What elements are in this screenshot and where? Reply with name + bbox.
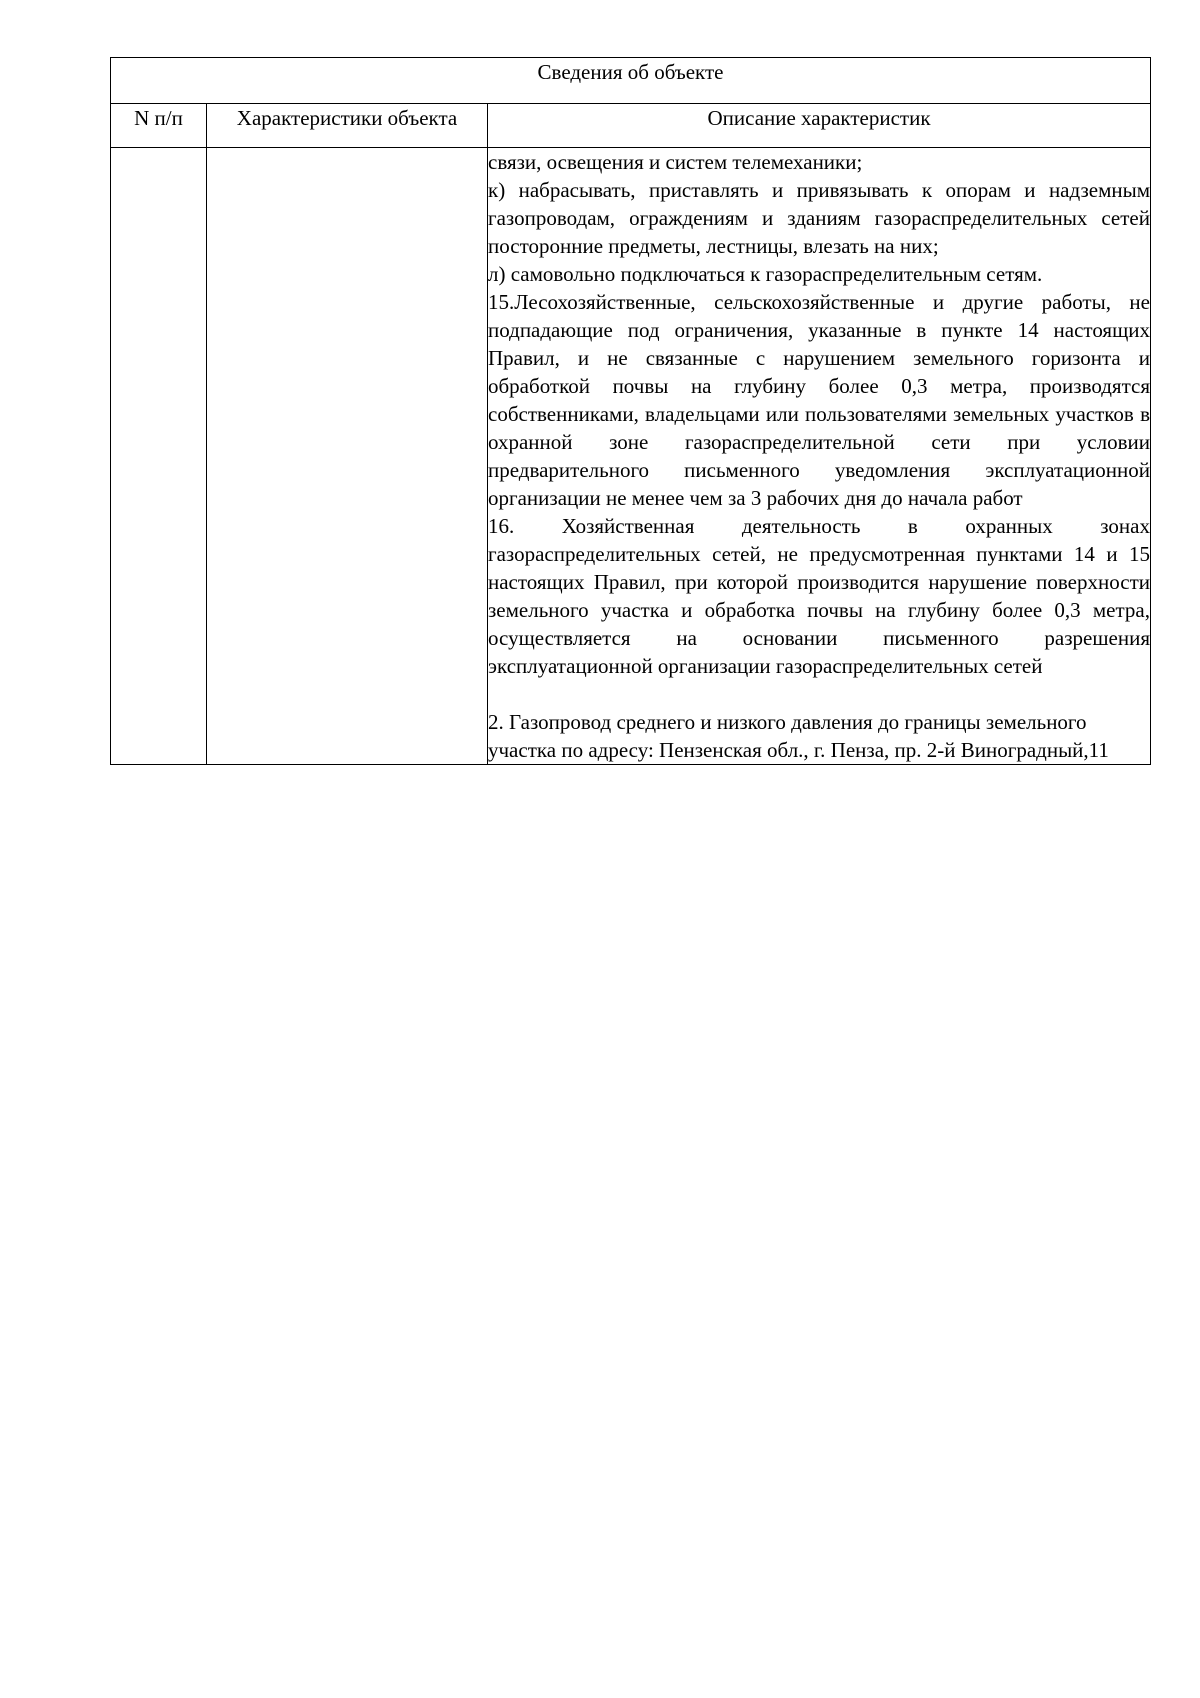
- description-paragraph: связи, освещения и систем телемеханики;: [488, 150, 863, 174]
- cell-description: [488, 148, 1151, 765]
- object-info-table: [110, 57, 1151, 765]
- description-paragraph: 2. Газопровод среднего и низкого давления до границы земельного участка по адресу: Пензенская обл., г. Пенза, пр. 2-й Виноградный,11: [488, 710, 1109, 762]
- header-description: Описание характеристик: [488, 104, 1151, 148]
- table-title: Сведения об объекте: [111, 58, 1151, 104]
- description-paragraph: 15.Лесохозяйственные, сельскохозяйственные и другие работы, не подпадающие под ограничения, указанные в пункте 14 настоящих Правил, и не связанные с нарушением земельного горизонта и обработкой почвы на глубину более 0,3 метра, производятся собственниками, владельцами или пользователями земельных участков в охранной зоне газораспределительной сети при условии предварительного письменного уведомления эксплуатационной организации не менее чем за 3 рабочих дня до начала работ: [488, 290, 1150, 510]
- cell-characteristics: [207, 148, 488, 765]
- description-paragraph: 16. Хозяйственная деятельность в охранных зонах газораспределительных сетей, не предусмотренная пунктами 14 и 15 настоящих Правил, при которой производится нарушение поверхности земельного участка и обработка почвы на глубину более 0,3 метра, осуществляется на основании письменного разрешения эксплуатационной организации газораспределительных сетей: [488, 514, 1150, 678]
- paragraph-spacer: [488, 680, 1150, 708]
- description-paragraph: л) самовольно подключаться к газораспределительным сетям.: [488, 262, 1043, 286]
- description-paragraph: к) набрасывать, приставлять и привязывать к опорам и надземным газопроводам, ограждениям и зданиям газораспределительных сетей посторонние предметы, лестницы, влезать на них;: [488, 178, 1150, 258]
- table-title-row: [111, 58, 1151, 104]
- header-characteristics: Характеристики объекта: [207, 104, 488, 148]
- cell-num: [111, 148, 207, 765]
- table-header-row: [111, 104, 1151, 148]
- header-num: N п/п: [111, 104, 207, 148]
- table-row: [111, 148, 1151, 765]
